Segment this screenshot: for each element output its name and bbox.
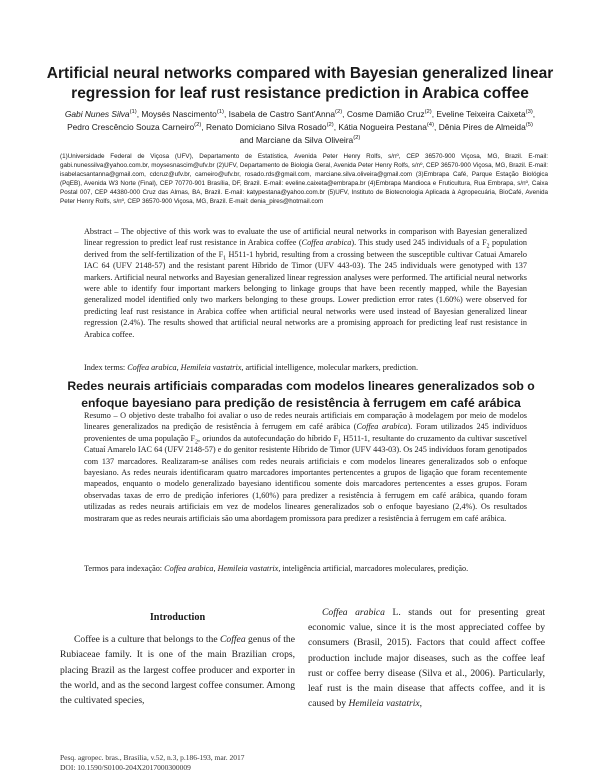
intro-paragraph: Coffea arabica L. stands out for presenting great economic value, since it is the most appreciated coffee by consumers (Brasil, 2015). Factors that could affect coffee production include major diseases, such as the coffee leaf rust or coffee berry disease (Silva et al., 2006). Particularly, leaf rust is the main disease that affects coffee, and it is caused by Hemileia vastatrix, <box>308 607 546 710</box>
affiliations: (1)Universidade Federal de Viçosa (UFV), Departamento de Estatística, Avenida Peter Henry Rolfs, s/nº, CEP 36570-900 Viçosa, MG, Brazil. E-mail: gabi.nunessilva@yahoo.com.br, moysesnascim@ufv.br (2)UFV, Departamento de Biologia Geral, Avenida Peter Henry Rolfs, s/nº, CEP 36570-900 Viçosa, MG, Brazil. E-mail: isabelacsantanna@gmail.com, cdcruz@ufv.br, carneiro@ufv.br, rosado.rds@gmail.com, marciane.silva.oliveira@gmail.com (3)Embrapa Café, Parque Estação Biológica (PqEB), Avenida W3 Norte (Final), CEP 70770-901 Brasília, DF, Brazil. E-mail: eveline.caixeta@embrapa.br (4)Embrapa Mandioca e Fruticultura, Rua Embrapa, s/nº, Caixa Postal 007, CEP 44380-000 Cruz das Almas, BA, Brazil. E-mail: katypestana@yahoo.com.br (5)UFV, Instituto de Biotecnologia Aplicada à Agropecuária, BioCafé, Avenida Peter Henry Rolfs, s/nº, CEP 36570-900 Viçosa, MG, Brazil. E-mail: denia_pires@hotmail.com <box>60 153 548 205</box>
paper-title: Artificial neural networks compared with Bayesian generalized linear regression for leaf rust resistance prediction in Arabica coffee <box>46 65 554 102</box>
intro-left-column <box>60 610 295 708</box>
author: Dênia Pires de Almeida$^{(5)}$ and <box>239 122 533 146</box>
author: Pedro Crescêncio Souza Carneiro$^{(2)}$, <box>67 122 206 133</box>
abstract: Abstract – The objective of this work was to evaluate the use of artificial neural networks in comparison with Bayesian generalized linear regression to predict leaf rust resistance in Arabica coffee (Coffea arabica). This study used 245 individuals of a $F_2$ population derived from the self-fertilization of the $F_1$ H511-1 hybrid, resulting from a crossing between the susceptible cultivar Catuai Amarelo IAC 64 (UFV 2148-57) and the resistant parent Híbrido de Timor (UFV 443-03). The 245 individuals were genotyped with 137 markers. Artificial neural networks and Bayesian generalized linear regression analyses were performed. The artificial neural networks were able to identify four important markers belonging to linkage groups that have been recently mapped, while the Bayesian generalized model identified only two markers belonging to these groups. Lower prediction error rates (1.60%) were observed for predicting leaf rust resistance in Arabica coffee when artificial neural networks were used instead of Bayesian generalized linear regression (2.4%). The results showed that artificial neural networks are a promising approach for predicting leaf rust resistance in Arabica coffee. <box>84 227 527 339</box>
portuguese-title: Redes neurais artificiais comparadas com modelos lineares generalizados sob o enfoque bayesiano para predição de resistência à ferrugem em café arábica <box>67 379 535 410</box>
doi: DOI: 10.1590/S0100-204X2017000300009 <box>60 763 191 772</box>
author: Kátia Nogueira Pestana$^{(4)}$, <box>338 122 439 133</box>
introduction-heading: Introduction <box>149 612 206 623</box>
author-list <box>60 108 540 148</box>
termos-indexacao: Termos para indexação: Coffea arabica, Hemileia vastatrix, inteligência artificial, marcadores moleculares, predição. <box>84 564 469 573</box>
intro-paragraph: Coffee is a culture that belongs to the Coffea genus of the Rubiaceae family. It is one of the main Brazilian crops, placing Brazil as the largest coffee producer and exporter in the world, and as the second largest coffee consumer. Among the cultivated species, <box>60 634 295 707</box>
author: Isabela de Castro Sant'Anna$^{(2)}$, <box>228 109 347 119</box>
index-terms: Index terms: Coffea arabica, Hemileia vastatrix, artificial intelligence, molecular markers, prediction. <box>84 363 419 372</box>
author: Gabi Nunes Silva$^{(1)}$, <box>64 109 142 119</box>
author: Marciane da Silva Oliveira$^{(2)}$ <box>255 135 361 146</box>
author: Renato Domiciano Silva Rosado$^{(2)}$, <box>205 122 339 133</box>
author: Cosme Damião Cruz$^{(2)}$, <box>346 109 437 119</box>
author: Eveline Teixeira Caixeta$^{(3)}$, <box>436 109 536 119</box>
author: Moysés Nascimento$^{(1)}$, <box>141 109 229 119</box>
journal-citation: Pesq. agropec. bras., Brasília, v.52, n.3, p.186-193, mar. 2017 <box>60 753 245 762</box>
resumo: Resumo – O objetivo deste trabalho foi avaliar o uso de redes neurais artificiais em comparação à modelagem por meio de modelos lineares generalizados na predição de resistência à ferrugem em café arábica (Coffea arabica). Foram utilizados 245 indivíduos provenientes de uma população $F_2$, oriundos da autofecundação do híbrido $F_1$ H511-1, resultante do cruzamento da cultivar suscetível Catuaí Amarelo IAC 64 (UFV 2148-57) e do genitor resistente Híbrido de Timor (UFV 443-03). Os 245 indivíduos foram genotipados com 137 marcadores. Realizaram-se análises com redes neurais artificiais e com modelos lineares generalizados sob o enfoque bayesiano. As redes neurais identificaram quatro marcadores importantes pertencentes a grupos de ligação que foram recentemente mapeados, enquanto o modelo generalizado bayesiano identificou somente dois marcadores pertencentes a esses grupos. Foram observadas taxas de erro de predição inferiores (1,60%) para predizer a resistência à ferrugem em café arábica, quando foram utilizadas as redes neurais artificiais em vez de modelos lineares generalizados sob o enfoque bayesiano (2,4%). Os resultados mostraram que as redes neurais artificiais são uma abordagem promissora para predizer a resistência à ferrugem em café arábica. <box>84 411 527 523</box>
intro-right-column <box>308 605 545 711</box>
page-footer <box>60 753 244 773</box>
